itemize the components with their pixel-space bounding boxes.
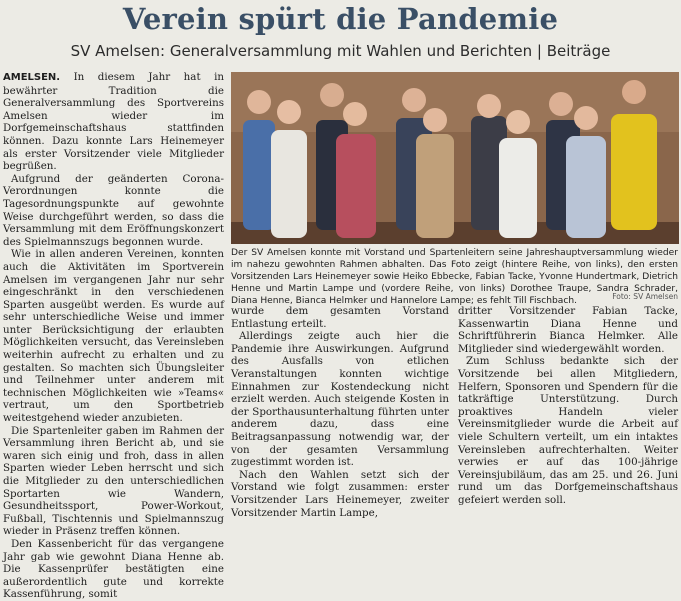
article-column-2: [231, 305, 449, 519]
paragraph-1: AMELSEN. In diesem Jahr hat in bewährter Tradition die Generalversammlung des Sportvereins Amelsen wieder im Dorfgemeinschaftshaus stattfinden können. Dazu konnte Lars Heinemeyer als erster Vorsitzender viele Mitglieder begrüßen.: [3, 71, 224, 173]
article-column-1: [3, 71, 224, 601]
subheadline: SV Amelsen: Generalversammlung mit Wahlen und Berichten | Beiträge: [70, 42, 611, 60]
paragraph-5: Den Kassenbericht für das vergangene Jahr gab wie gewohnt Diana Henne ab. Die Kassenprüfer bestätigten eine außerordentlich gute und korrekte Kassenführung, somit: [3, 537, 224, 601]
paragraph-6: wurde dem gesamten Vorstand Entlastung erteilt.: [231, 305, 449, 330]
paragraph-2: Aufgrund der geänderten Corona-Verordnungen konnte die Tagesordnungspunkte auf gewohnte Weise durchgeführt werden, so dass die Versammlung mit dem Eröffnungskonzert des Spielmannszugs begonnen wurde.: [3, 172, 224, 248]
paragraph-7: Allerdings zeigte auch hier die Pandemie ihre Auswirkungen. Aufgrund des Ausfalls von etlichen Veranstaltungen konnten wichtige Einnahmen zur Kostendeckung nicht erzielt werden. Auch steigende Kosten in der Sporthausunterhaltung führten unter anderem dazu, dass eine Beitragsanpassung notwendig war, der von der gesamten Versammlung zugestimmt worden ist.: [231, 330, 449, 469]
dateline: AMELSEN.: [3, 72, 61, 83]
paragraph-10: Zum Schluss bedankte sich der Vorsitzende bei allen Mitgliedern, Helfern, Sponsoren und Spendern für die tatkräftige Unterstützung. Durch proaktives Handeln vieler Vereinsmitglieder wurde die Arbeit auf viele Schultern verteilt, um ein intaktes Vereinsleben aufrechterhalten. Weiter verwies er auf das 100-jährige Vereinsjubiläum, das am 25. und 26. Juni rund um das Dorfgemeinschaftshaus gefeiert werden soll.: [458, 355, 678, 506]
paragraph-8: Nach den Wahlen setzt sich der Vorstand wie folgt zusammen: erster Vorsitzender Lars Heinemeyer, zweiter Vorsitzender Martin Lampe,: [231, 468, 449, 519]
headline: Verein spürt die Pandemie: [122, 2, 559, 36]
photo-caption: Der SV Amelsen konnte mit Vorstand und Spartenleitern seine Jahreshauptversammlung wieder im nahezu gewohnten Rahmen abhalten. Das Foto zeigt (hintere Reihe, von links), den ersten Vorsitzenden Lars Heinemeyer sowie Heiko Ebbecke, Fabian Tacke, Yvonne Hundertmark, Dietrich Henne und Martin Lampe und (vordere Reihe, von links) Dorothee Traupe, Sandra Schrader, Diana Henne, Bianca Helmker und Hannelore Lampe; es fehlt Till Fischbach.: [231, 248, 678, 306]
paragraph-9: dritter Vorsitzender Fabian Tacke, Kassenwartin Diana Henne und Schriftführerin Bianca Helmker. Alle Mitglieder sind wiedergewählt worden.: [458, 305, 678, 355]
photo-credit: Foto: SV Amelsen: [612, 292, 678, 301]
paragraph-3: Wie in allen anderen Vereinen, konnten auch die Aktivitäten im Sportverein Amelsen im vergangenen Jahr nur sehr eingeschränkt in den verschiedenen Sparten ausgeübt werden. Es wurde auf sehr unterschiedliche Weise und immer unter Berücksichtigung der erlaubten Möglichkeiten versucht, das Vereinsleben weiterhin aufrecht zu erhalten und zu gestalten. So machten sich Übungsleiter und Teilnehmer unter anderem mit technischen Möglichkeiten wie »Teams« vertraut, um den Sportbetrieb weitestgehend wieder anzubieten.: [3, 248, 224, 425]
article-column-3: [458, 305, 678, 506]
group-photo-illustration: [231, 72, 679, 244]
group-photo: [231, 72, 679, 244]
paragraph-4: Die Spartenleiter gaben im Rahmen der Versammlung ihren Bericht ab, und sie waren sich einig und froh, dass in allen Sparten wieder Leben herrscht und sich die Mitglieder zu den unterschiedlichen Sportarten wie Wandern, Gesundheitssport, Power-Workout, Fußball, Tischtennis und Spielmannszug wieder in Präsenz treffen können.: [3, 424, 224, 538]
